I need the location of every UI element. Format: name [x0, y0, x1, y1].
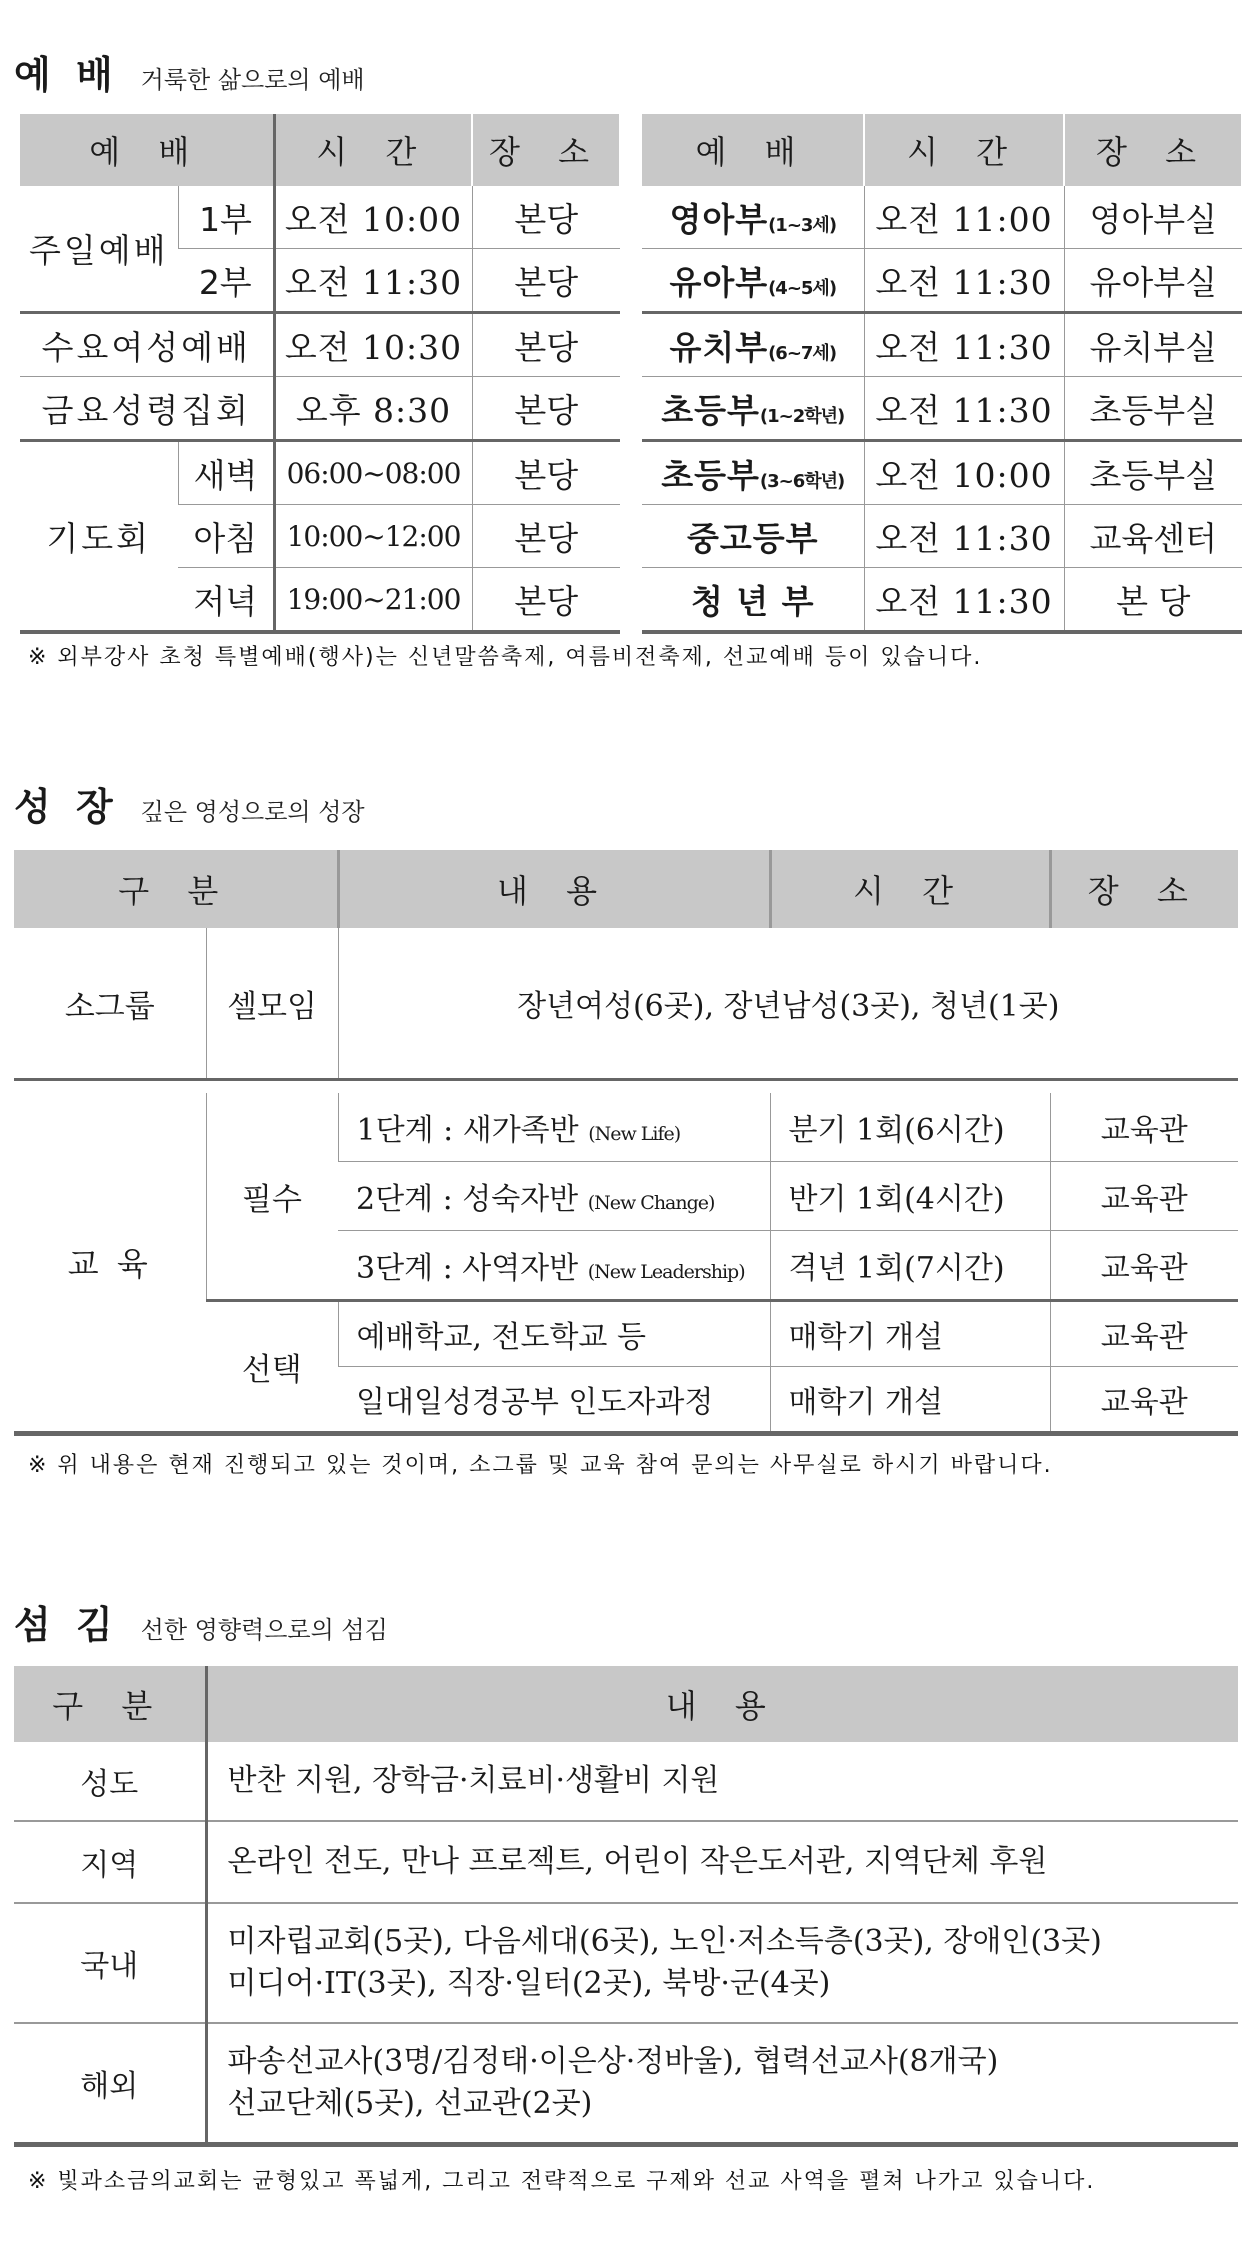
department-name: 초등부: [661, 455, 760, 495]
place-cell: 교육관: [1050, 1162, 1238, 1231]
time-cell: 분기 1회(6시간): [770, 1093, 1050, 1162]
course-cell: [338, 1231, 770, 1301]
course-cell: [338, 1162, 770, 1231]
place-cell: 교육관: [1050, 1301, 1238, 1367]
header-place: 장 소: [1050, 850, 1238, 928]
table-header-row: [14, 1666, 1238, 1742]
course-english: (New Leadership): [587, 1261, 745, 1283]
place-cell: 초등부실: [1064, 377, 1242, 441]
required-label: 필수: [206, 1093, 338, 1301]
table-row: [642, 313, 1242, 377]
department-name: 초등부: [661, 390, 760, 430]
department-cell: [642, 505, 864, 568]
place-cell: 본당: [472, 186, 620, 249]
service-table: [14, 1666, 1238, 2147]
table-row: [642, 186, 1242, 249]
header-category: 구 분: [14, 1666, 206, 1742]
time-cell: 오전 10:00: [864, 441, 1064, 505]
time-cell: 오전 11:30: [864, 377, 1064, 441]
content-line: 미디어·IT(3곳), 직장·일터(2곳), 북방·군(4곳): [227, 1966, 831, 2001]
growth-table: [14, 850, 1238, 1436]
department-schedule-table: [642, 114, 1243, 634]
place-cell: 본당: [472, 568, 620, 633]
content-line: 반찬 지원, 장학금·치료비·생활비 지원: [227, 1763, 720, 1798]
department-cell: [642, 441, 864, 505]
content-cell: [206, 1821, 1238, 1903]
course-english: (New Change): [587, 1192, 715, 1214]
course-cell: 일대일성경공부 인도자과정: [338, 1367, 770, 1434]
growth-title: 성 장: [14, 785, 119, 829]
place-cell: 유아부실: [1064, 249, 1242, 313]
department-cell: [642, 377, 864, 441]
category-cell: 국내: [14, 1903, 206, 2023]
part-label: 아침: [178, 505, 274, 568]
time-cell: 오전 11:30: [864, 568, 1064, 633]
time-cell: 격년 1회(7시간): [770, 1231, 1050, 1301]
worship-section-title: [14, 44, 365, 99]
prayer-meeting-label: 기도회: [20, 441, 178, 633]
header-place: 장 소: [1064, 114, 1242, 186]
growth-note: ※ 위 내용은 현재 진행되고 있는 것이며, 소그룹 및 교육 참여 문의는 사무실로 하시기 바랍니다.: [28, 1453, 1053, 1478]
spacer-row: [14, 1080, 1238, 1094]
time-cell: 오전 10:00: [274, 186, 472, 249]
course-name: 3단계 : 사역자반: [356, 1251, 579, 1286]
table-row: [642, 568, 1242, 633]
course-cell: 예배학교, 전도학교 등: [338, 1301, 770, 1367]
place-cell: 본당: [472, 441, 620, 505]
service-title: 섬 김: [14, 1603, 119, 1647]
time-cell: 06:00~08:00: [274, 441, 472, 505]
department-age: (1~3세): [768, 214, 837, 236]
content-line: 파송선교사(3명/김정태·이은상·정바울), 협력선교사(8개국): [227, 2044, 999, 2079]
service-note: ※ 빛과소금의교회는 균형있고 폭넓게, 그리고 전략적으로 구제와 선교 사역을 펼쳐 나가고 있습니다.: [28, 2169, 1096, 2194]
course-name: 2단계 : 성숙자반: [356, 1182, 579, 1217]
time-cell: 오전 10:30: [274, 313, 472, 377]
time-cell: 매학기 개설: [770, 1367, 1050, 1434]
category-cell: 지역: [14, 1821, 206, 1903]
course-english: (New Life): [588, 1123, 681, 1145]
category-cell: 해외: [14, 2023, 206, 2145]
place-cell: 본당: [472, 505, 620, 568]
content-cell: [206, 1903, 1238, 2023]
department-age: (6~7세): [768, 342, 837, 364]
content-cell: [206, 2023, 1238, 2145]
time-cell: 10:00~12:00: [274, 505, 472, 568]
department-name: 영아부: [669, 199, 769, 239]
department-cell: [642, 249, 864, 313]
content-line: 미자립교회(5곳), 다음세대(6곳), 노인·저소득층(3곳), 장애인(3곳): [227, 1924, 1102, 1959]
department-name: 유아부: [669, 262, 769, 302]
part-label: 1부: [178, 186, 274, 249]
part-label: 새벽: [178, 441, 274, 505]
department-age: (1~2학년): [759, 405, 845, 427]
table-row: [20, 186, 620, 249]
table-header-row: [20, 114, 620, 186]
content-line: 온라인 전도, 만나 프로젝트, 어린이 작은도서관, 지역단체 후원: [227, 1844, 1048, 1879]
table-header-row: [14, 850, 1238, 928]
place-cell: 본 당: [1064, 568, 1242, 633]
time-cell: 오전 11:30: [274, 249, 472, 313]
place-cell: 본당: [472, 249, 620, 313]
department-age: (3~6학년): [759, 470, 845, 492]
department-name: 중고등부: [686, 518, 819, 558]
place-cell: 교육센터: [1064, 505, 1242, 568]
header-category: 구 분: [14, 850, 338, 928]
place-cell: 영아부실: [1064, 186, 1242, 249]
content-line: 선교단체(5곳), 선교관(2곳): [227, 2086, 593, 2121]
department-age: (4~5세): [768, 277, 837, 299]
smallgroup-label: 소그룹: [14, 928, 206, 1080]
department-cell: [642, 186, 864, 249]
content-cell: [206, 1742, 1238, 1821]
table-row: [14, 1903, 1238, 2023]
table-row: [642, 505, 1242, 568]
time-cell: 오전 11:30: [864, 505, 1064, 568]
service-subtitle: 선한 영향력으로의 섬김: [140, 1616, 388, 1644]
education-label: 교 육: [14, 1093, 206, 1434]
growth-section-title: [14, 776, 365, 831]
time-cell: 반기 1회(4시간): [770, 1162, 1050, 1231]
place-cell: 초등부실: [1064, 441, 1242, 505]
table-row: [14, 1821, 1238, 1903]
time-cell: 오전 11:30: [864, 249, 1064, 313]
time-cell: 오전 11:30: [864, 313, 1064, 377]
place-cell: 본당: [472, 377, 620, 441]
course-name: 1단계 : 새가족반: [356, 1113, 579, 1148]
table-row: [14, 928, 1238, 1080]
cell-group-label: 셀모임: [206, 928, 338, 1080]
header-time: 시 간: [770, 850, 1050, 928]
friday-worship-label: 금요성령집회: [20, 377, 274, 441]
elective-label: 선택: [206, 1301, 338, 1434]
time-cell: 오후 8:30: [274, 377, 472, 441]
department-cell: [642, 313, 864, 377]
place-cell: 교육관: [1050, 1093, 1238, 1162]
category-cell: 성도: [14, 1742, 206, 1821]
table-row: [20, 313, 620, 377]
service-section-title: [14, 1594, 388, 1649]
place-cell: 유치부실: [1064, 313, 1242, 377]
table-row: [642, 249, 1242, 313]
table-row: [14, 2023, 1238, 2145]
table-row: [642, 441, 1242, 505]
worship-title: 예 배: [14, 53, 119, 97]
department-name: 청 년 부: [690, 581, 815, 621]
department-cell: [642, 568, 864, 633]
header-time: 시 간: [274, 114, 472, 186]
sunday-worship-label: 주일예배: [20, 186, 178, 313]
header-place: 장 소: [472, 114, 620, 186]
table-row: [14, 1093, 1238, 1162]
worship-note: ※ 외부강사 초청 특별예배(행사)는 신년말씀축제, 여름비전축제, 선교예배 등이 있습니다.: [28, 645, 983, 670]
wednesday-worship-label: 수요여성예배: [20, 313, 274, 377]
header-worship: 예 배: [20, 114, 274, 186]
worship-schedule-table: [20, 114, 621, 634]
place-cell: 본당: [472, 313, 620, 377]
part-label: 저녁: [178, 568, 274, 633]
smallgroup-content: 장년여성(6곳), 장년남성(3곳), 청년(1곳): [338, 928, 1238, 1080]
table-row: [642, 377, 1242, 441]
part-label: 2부: [178, 249, 274, 313]
worship-subtitle: 거룩한 삶으로의 예배: [140, 66, 365, 94]
table-header-row: [642, 114, 1242, 186]
growth-subtitle: 깊은 영성으로의 성장: [140, 798, 365, 826]
time-cell: 오전 11:00: [864, 186, 1064, 249]
time-cell: 매학기 개설: [770, 1301, 1050, 1367]
department-name: 유치부: [669, 327, 769, 367]
header-content: 내 용: [206, 1666, 1238, 1742]
place-cell: 교육관: [1050, 1231, 1238, 1301]
header-content: 내 용: [338, 850, 770, 928]
header-time: 시 간: [864, 114, 1064, 186]
table-row: [20, 441, 620, 505]
table-row: [14, 1742, 1238, 1821]
time-cell: 19:00~21:00: [274, 568, 472, 633]
place-cell: 교육관: [1050, 1367, 1238, 1434]
course-cell: [338, 1093, 770, 1162]
table-row: [20, 377, 620, 441]
header-worship: 예 배: [642, 114, 864, 186]
